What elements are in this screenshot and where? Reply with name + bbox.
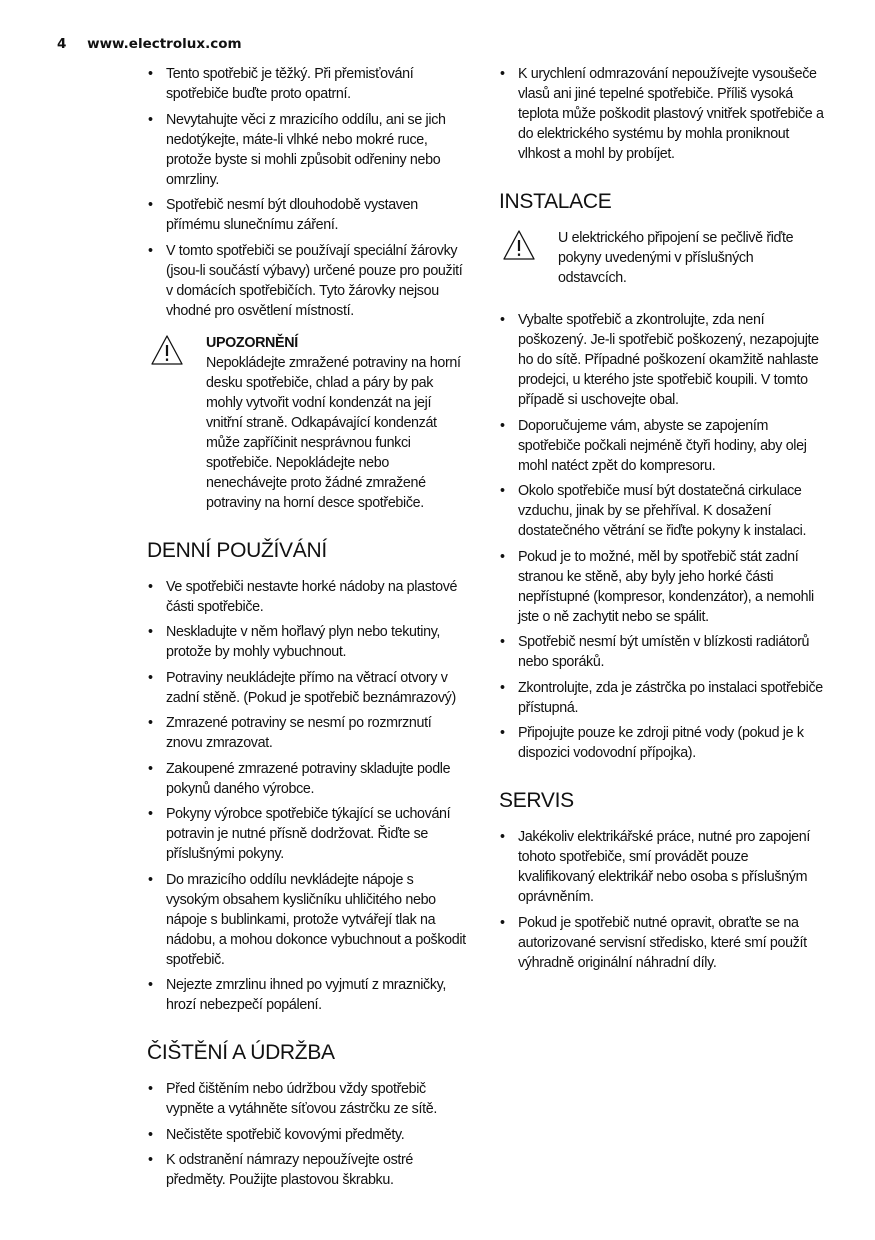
installation-list <box>498 310 824 763</box>
list-item: • V tomto spotřebiči se používají speciální žárovky (jsou-li součástí výbavy) určené pouze pro použití v domácích spotřebičích. Tyto žárovky nejsou vhodné pro osvětlení místností. <box>146 241 468 321</box>
site-url: www.electrolux.com <box>87 36 242 52</box>
warning-text: Nepokládejte zmražené potraviny na horní desku spotřebiče, chlad a páry by pak mohly vytvořit vodní kondenzát na její vnitřní straně. Odkapávající kondenzát může zapříčinit nesprávnou funkci spotřebiče. Nepokládejte nebo nenechávejte proto žádné zmražené potraviny na horní desce spotřebiče. <box>206 354 461 511</box>
installation-warning <box>498 228 824 288</box>
warning-block <box>146 333 468 513</box>
list-item: • Ve spotřebiči nestavte horké nádoby na plastové části spotřebiče. <box>146 577 468 617</box>
warning-triangle-icon <box>501 228 537 262</box>
list-item: • Pokud je spotřebič nutné opravit, obraťte se na autorizované servisní středisko, které smí použít výhradně originální náhradní díly. <box>498 913 824 973</box>
list-item: • Pokud je to možné, měl by spotřebič stát zadní stranou ke stěně, aby byly jeho horké části nepřístupné (kompresor, kondenzátor), a nemohli jste o ně zachytit nebo se spálit. <box>498 547 824 627</box>
section-title-service: SERVIS <box>499 789 574 812</box>
cleaning-list <box>146 1079 468 1190</box>
list-item: • K urychlení odmrazování nepoužívejte vysoušeče vlasů ani jiné tepelné spotřebiče. Příliš vysoká teplota může poškodit plastový vnitřek spotřebiče a do elektrického systému by mohla proniknout vlhkost a mohl by probíjet. <box>498 64 824 164</box>
list-item: • Zmrazené potraviny se nesmí po rozmrznutí znovu zmrazovat. <box>146 713 468 753</box>
service-list <box>498 827 824 973</box>
left-column <box>146 64 468 1196</box>
list-item: • Připojujte pouze ke zdroji pitné vody (pokud je k dispozici vodovodní přípojka). <box>498 723 824 763</box>
safety-list <box>146 64 468 321</box>
list-item: • Nejezte zmrzlinu ihned po vyjmutí z mrazničky, hrozí nebezpečí popálení. <box>146 975 468 1015</box>
list-item: • Před čištěním nebo údržbou vždy spotřebič vypněte a vytáhněte síťovou zástrčku ze sítě. <box>146 1079 468 1119</box>
list-item: • Doporučujeme vám, abyste se zapojením spotřebiče počkali nejméně čtyři hodiny, aby olej mohl natéct zpět do kompresoru. <box>498 416 824 476</box>
page-header <box>57 36 242 52</box>
list-item: • Nevytahujte věci z mrazicího oddílu, ani se jich nedotýkejte, máte-li vlhké nebo mokré ruce, protože byste si mohli způsobit odřeniny nebo omrzliny. <box>146 110 468 190</box>
list-item: • Okolo spotřebiče musí být dostatečná cirkulace vzduchu, jinak by se přehříval. K dosažení dostatečného větrání se řiďte pokyny k instalaci. <box>498 481 824 541</box>
list-item: • Neskladujte v něm hořlavý plyn nebo tekutiny, protože by mohly vybuchnout. <box>146 622 468 662</box>
defrost-list <box>498 64 824 164</box>
list-item: • Potraviny neukládejte přímo na větrací otvory v zadní stěně. (Pokud je spotřebič beznámrazový) <box>146 668 468 708</box>
right-column <box>498 64 824 978</box>
list-item: • Nečistěte spotřebič kovovými předměty. <box>146 1125 468 1145</box>
warning-triangle-icon <box>149 333 185 367</box>
daily-use-list <box>146 577 468 1016</box>
installation-warning-text: U elektrického připojení se pečlivě řiďte pokyny uvedenými v příslušných odstavcích. <box>558 230 794 286</box>
section-title-cleaning: ČIŠTĚNÍ A ÚDRŽBA <box>147 1041 335 1064</box>
list-item: • Tento spotřebič je těžký. Při přemisťování spotřebiče buďte proto opatrní. <box>146 64 468 104</box>
page-number: 4 <box>57 36 67 52</box>
list-item: • Jakékoliv elektrikářské práce, nutné pro zapojení tohoto spotřebiče, smí provádět pouze kvalifikovaný elektrikář nebo osoba s příslušným oprávněním. <box>498 827 824 907</box>
section-title-daily-use: DENNÍ POUŽÍVÁNÍ <box>147 538 327 562</box>
list-item: • Zakoupené zmrazené potraviny skladujte podle pokynů daného výrobce. <box>146 759 468 799</box>
list-item: • Spotřebič nesmí být dlouhodobě vystaven přímému slunečnímu záření. <box>146 195 468 235</box>
section-title-installation: INSTALACE <box>499 190 612 213</box>
list-item: • Spotřebič nesmí být umístěn v blízkosti radiátorů nebo sporáků. <box>498 632 824 672</box>
list-item: • Zkontrolujte, zda je zástrčka po instalaci spotřebiče přístupná. <box>498 678 824 718</box>
list-item: • K odstranění námrazy nepoužívejte ostré předměty. Použijte plastovou škrabku. <box>146 1150 468 1190</box>
warning-title: UPOZORNĚNÍ <box>206 334 298 351</box>
list-item: • Do mrazicího oddílu nevkládejte nápoje s vysokým obsahem kysličníku uhličitého nebo nápoje s bublinkami, protože vytvářejí tlak na nádobu, a mohou dokonce vybuchnout a poškodit spotřebič. <box>146 870 468 970</box>
list-item: • Vybalte spotřebič a zkontrolujte, zda není poškozený. Je-li spotřebič poškozený, nezapojujte ho do sítě. Případné poškození okamžitě nahlaste prodejci, u kterého jste spotřebič koupili. V tomto případě si uschovejte obal. <box>498 310 824 410</box>
list-item: • Pokyny výrobce spotřebiče týkající se uchování potravin je nutné přísně dodržovat. Řiďte se příslušnými pokyny. <box>146 804 468 864</box>
